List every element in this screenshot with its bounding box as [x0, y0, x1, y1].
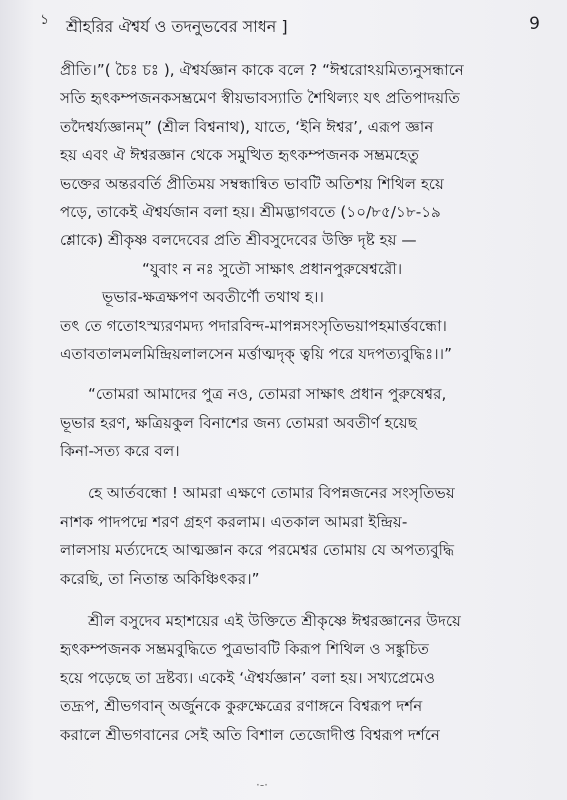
verse-line: ভূভার-ক্ষত্রক্ষপণ অবতীর্ণৌ তথাথ হ।। — [102, 288, 324, 307]
verse-line: তৎ তে গতোঽস্ম্যরণমদ্য পদারবিন্দ-মাপন্নসংসৃতিভয়াপহমার্ত্তবন্ধো। — [60, 316, 447, 335]
translation-line: করেছি, তা নিতান্ত অকিঞ্চিৎকর।” — [60, 569, 260, 588]
translation-line: হে আর্তবন্ধো ! আমরা এক্ষণে তোমার বিপন্নজনের সংসৃতিভয় — [88, 484, 455, 503]
text-line: পড়ে, তাকেই ঐশ্বর্যজান বলা হয়। শ্রীমদ্ভাগবতে (১০/৮৫/১৮-১৯ — [60, 202, 441, 221]
page-number: 9 — [529, 14, 540, 34]
paragraph-line: তদ্রূপ, শ্রীভগবান্ অর্জুনকে কুরুক্ষেত্রের রণাঙ্গনে বিশ্বরূপ দর্শন — [60, 697, 423, 716]
verse-line: এতাবতালমলমিন্দ্রিয়লালসেন মর্ত্তাত্মদৃক্ ত্বয়ি পরে যদপত্যবুদ্ধিঃ।।” — [60, 344, 452, 363]
text-line: ভক্তের অন্তরবর্তি প্রীতিময় সম্বন্ধান্বিত ভাবটি অতিশয় শিথিল হয়ে — [60, 174, 444, 193]
translation-line: নাশক পাদপদ্মে শরণ গ্রহণ করলাম। এতকাল আমরা ইন্দ্রিয়- — [60, 512, 408, 531]
paragraph-line: হৃৎকম্পজনক সম্ভ্রমবুদ্ধিতে পুত্রভাবটি কিরূপ শিথিল ও সঙ্কুচিত — [60, 640, 430, 659]
text-line: হয় এবং ঐ ঈশ্বরজ্ঞান থেকে সমুত্থিত হৃৎকম্পজনক সম্ভ্রমহেতু — [60, 146, 419, 165]
paragraph-line: করালে শ্রীভগবানের সেই অতি বিশাল তেজোদীপ্ত বিশ্বরূপ দর্শনে — [60, 725, 440, 744]
text-line: তদৈশ্বর্য্যজ্ঞানম্” (শ্রীল বিশ্বনাথ), যাতে, ‘ইনি ঈশ্বর’, এরূপ জ্ঞান — [60, 117, 434, 136]
text-line: প্রীতি।”( চৈঃ চঃ ), ঐশ্বর্যজ্ঞান কাকে বলে ? “ঈশ্বরোঽয়মিত্যনুসন্ধানে — [60, 61, 464, 79]
paragraph-line: শ্রীল বসুদেব মহাশয়ের এই উক্তিতে শ্রীকৃষ্ণে ঈশ্বরজ্ঞানের উদয়ে — [88, 612, 461, 631]
translation-line: লালসায় মর্ত্যদেহে আত্মজ্ঞান করে পরমেশ্বর তোমায় যে অপত্যবুদ্ধি — [60, 541, 455, 560]
text-line: সতি হৃৎকম্পজনকসম্ভ্রমেণ স্বীয়ভাবস্যাতি শৈথিল্যং যৎ প্রতিপাদয়তি — [60, 89, 460, 108]
translation-line: ভূভার হরণ, ক্ষত্রিয়কুল বিনাশের জন্য তোমরা অবতীর্ণ হয়েছ — [60, 413, 417, 432]
verse-line: “যুবাং ন নঃ সুতৌ সাক্ষাৎ প্রধানপুরুষেশ্বরৌ। — [142, 259, 403, 278]
page-edge-mark: ১ — [40, 12, 50, 28]
translation-line: কিনা-সত্য করে বল। — [60, 442, 180, 461]
page-header — [66, 14, 540, 40]
page-body — [60, 56, 548, 749]
running-title: শ্রীহরির ঐশ্বর্য ও তদনুভবের সাধন ] — [66, 17, 288, 36]
paragraph-line: হয়ে পড়েছে তা দ্রষ্টব্য। একেই ‘ঐশ্বর্যজ্ঞান’ বলা হয়। সখ্যপ্রেমেও — [60, 668, 436, 687]
translation-line: “তোমরা আমাদের পুত্র নও, তোমরা সাক্ষাৎ প্রধান পুরুষেশ্বর, — [88, 385, 447, 404]
text-line: শ্লোকে) শ্রীকৃষ্ণ বলদেবের প্রতি শ্রীবসুদেবের উক্তি দৃষ্ট হয় — — [60, 231, 417, 250]
footer-mark: ·-· — [256, 778, 268, 792]
